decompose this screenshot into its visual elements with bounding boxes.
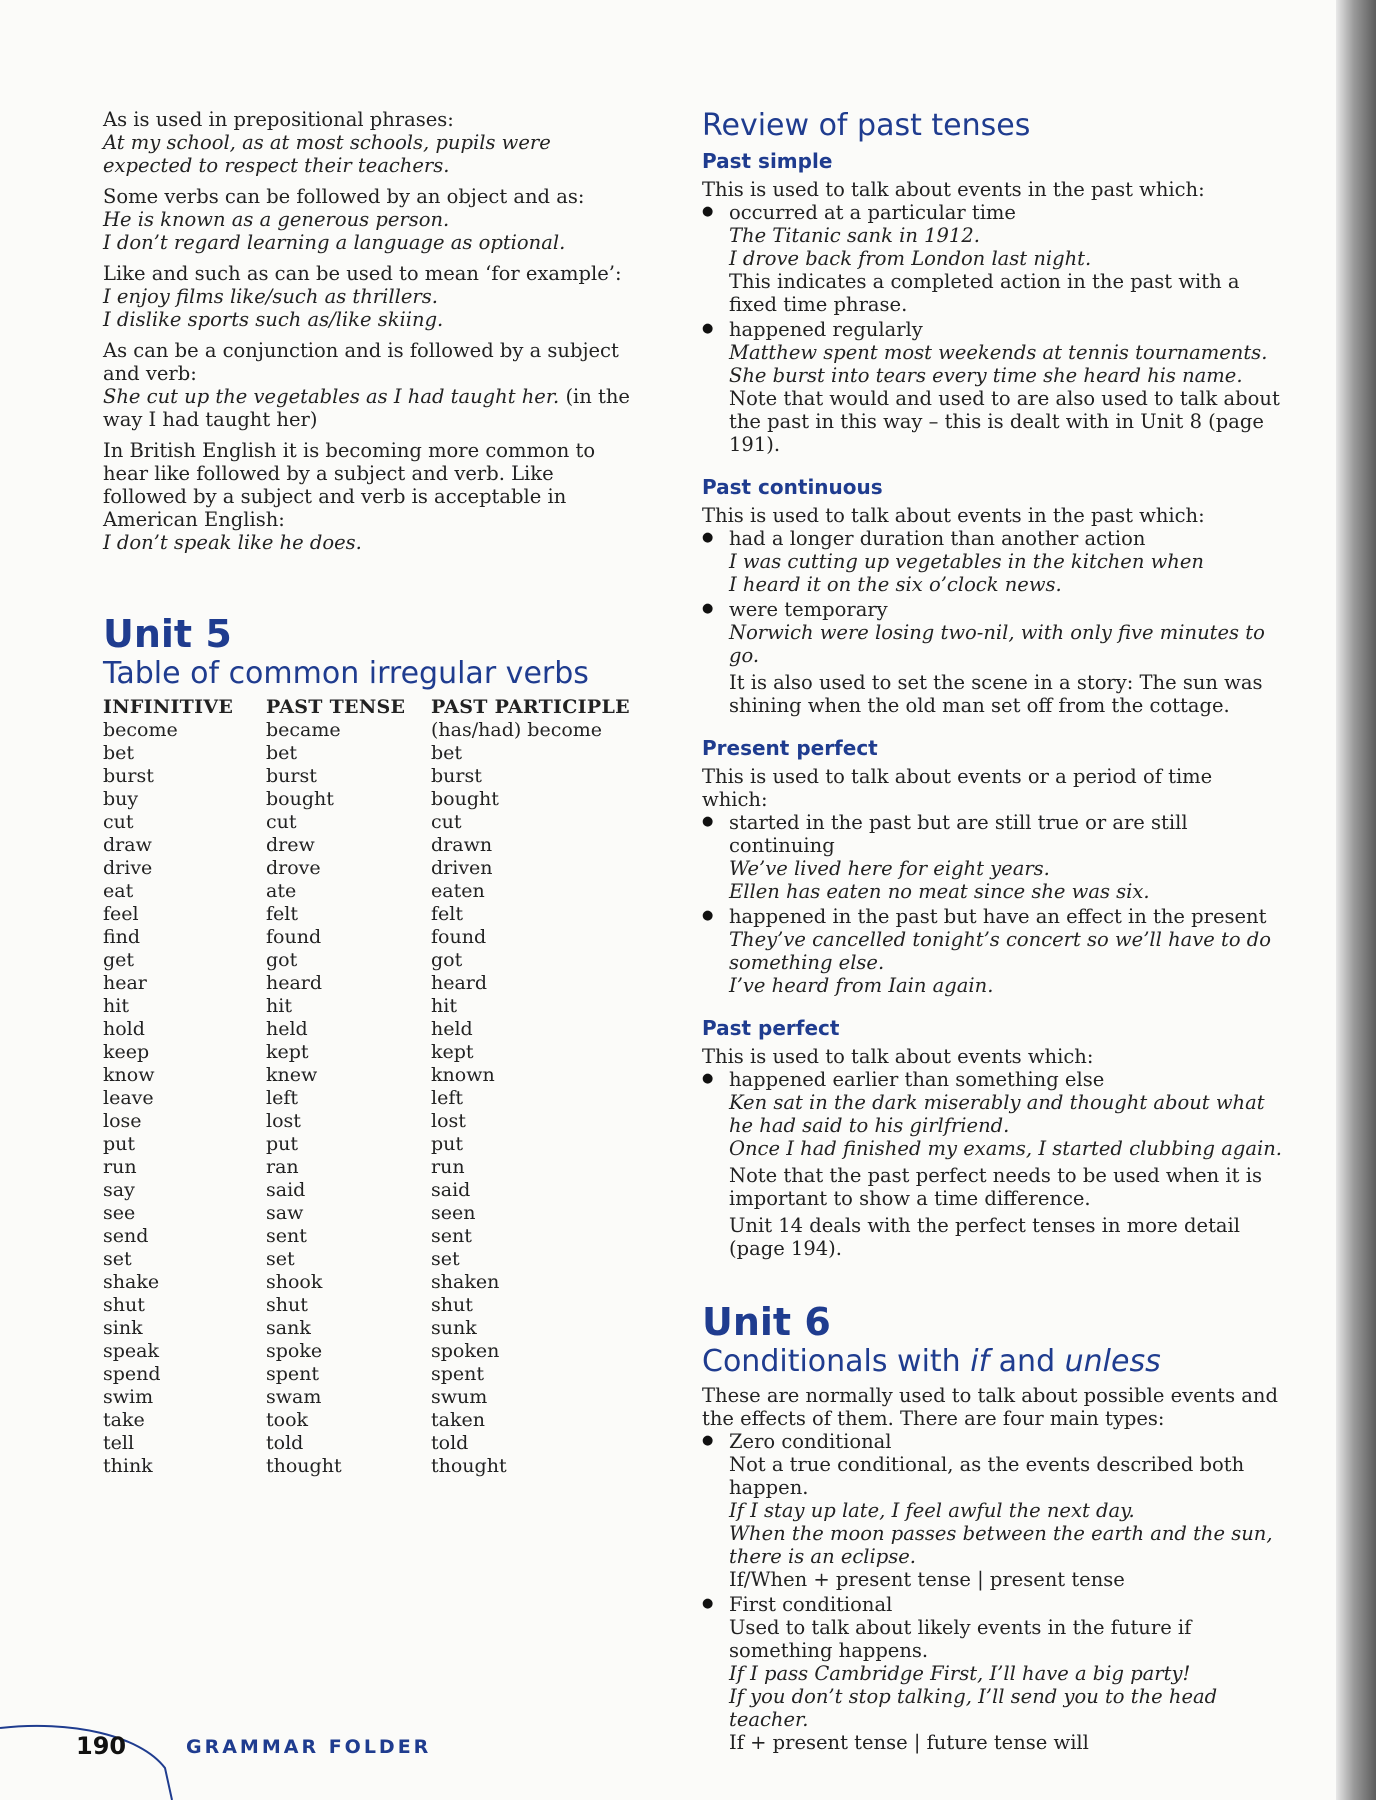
past-tense-cell: became	[266, 719, 341, 741]
infinitive-cell: know	[103, 1064, 155, 1086]
past-participle-cell: found	[431, 926, 487, 948]
list-item: ● started in the past but are still true or are still continuing We’ve lived here for eight years. Ellen has eaten no meat since she was six.	[702, 811, 1282, 903]
past-participle-cell: cut	[431, 811, 462, 833]
infinitive-cell: feel	[103, 903, 139, 925]
past-tense-cell: drove	[266, 857, 321, 879]
past-tense-cell: took	[266, 1409, 309, 1431]
infinitive-cell: hear	[103, 972, 147, 994]
past-tense-cell: lost	[266, 1110, 301, 1132]
past-continuous-list	[702, 527, 1282, 667]
past-participle-cell: sent	[431, 1225, 472, 1247]
list-item: ● Zero conditional Not a true conditional, as the events described both happen. If I stay up late, I feel awful the next day. When the moon passes between the earth and the sun, there is an eclipse. If/When + present tense | present tense	[702, 1430, 1282, 1591]
heading-past-continuous: Past continuous	[702, 475, 883, 499]
past-participle-cell: eaten	[431, 880, 485, 902]
review-past-tenses-title: Review of past tenses	[702, 108, 1031, 143]
past-tense-cell: found	[266, 926, 322, 948]
past-participle-cell: held	[431, 1018, 473, 1040]
heading-present-perfect: Present perfect	[702, 736, 878, 760]
infinitive-cell: swim	[103, 1386, 154, 1408]
infinitive-cell: put	[103, 1133, 136, 1155]
right-column	[702, 108, 1282, 1756]
page-edge-shadow	[1336, 0, 1376, 1800]
conditionals-list	[702, 1430, 1282, 1754]
infinitive-cell: see	[103, 1202, 136, 1224]
past-tense-cell: sank	[266, 1317, 311, 1339]
infinitive-cell: sink	[103, 1317, 143, 1339]
past-participle-cell: known	[431, 1064, 495, 1086]
past-continuous-intro: This is used to talk about events in the past which:	[702, 504, 1205, 527]
past-tense-cell: heard	[266, 972, 323, 994]
past-participle-cell: lost	[431, 1110, 466, 1132]
past-tense-cell: thought	[266, 1455, 342, 1477]
past-participle-cell: shaken	[431, 1271, 500, 1293]
past-tense-cell: bought	[266, 788, 334, 810]
past-tense-cell: spent	[266, 1363, 320, 1385]
unit6-subtitle: Conditionals with if and unless	[702, 1344, 1161, 1379]
page-number: 190	[76, 1732, 127, 1760]
past-simple-list	[702, 201, 1282, 456]
footer-section-title: GRAMMAR FOLDER	[186, 1736, 432, 1758]
infinitive-cell: burst	[103, 765, 154, 787]
past-simple-intro: This is used to talk about events in the past which:	[702, 178, 1205, 201]
past-participle-cell: run	[431, 1156, 465, 1178]
past-participle-cell: taken	[431, 1409, 485, 1431]
past-tense-cell: put	[266, 1133, 299, 1155]
infinitive-cell: bet	[103, 742, 135, 764]
past-tense-cell: said	[266, 1179, 306, 1201]
past-participle-cell: drawn	[431, 834, 493, 856]
infinitive-cell: leave	[103, 1087, 154, 1109]
heading-past-perfect: Past perfect	[702, 1016, 840, 1040]
infinitive-cell: get	[103, 949, 135, 971]
infinitive-cell: buy	[103, 788, 139, 810]
past-tense-cell: felt	[266, 903, 298, 925]
past-tense-cell: set	[266, 1248, 295, 1270]
past-tense-cell: burst	[266, 765, 317, 787]
past-participle-cell: spent	[431, 1363, 485, 1385]
list-item: ● occurred at a particular time The Titanic sank in 1912. I drove back from London last night. This indicates a completed action in the past with a fixed time phrase.	[702, 201, 1282, 316]
column-header-past-participle: PAST PARTICIPLE	[431, 696, 630, 718]
infinitive-cell: tell	[103, 1432, 135, 1454]
past-perfect-note-1: Note that the past perfect needs to be used when it is important to show a time difference.	[729, 1164, 1262, 1210]
paragraph-british-english-like: In British English it is becoming more common to hear like followed by a subject and verb. Like followed by a subject and verb is acceptable in American English: I don’t speak like he does.	[103, 439, 596, 554]
past-participle-cell: swum	[431, 1386, 488, 1408]
infinitive-cell: think	[103, 1455, 153, 1477]
unit6-intro: These are normally used to talk about possible events and the effects of them. There are four main types:	[702, 1384, 1278, 1430]
infinitive-cell: lose	[103, 1110, 142, 1132]
past-tense-cell: shut	[266, 1294, 308, 1316]
infinitive-cell: speak	[103, 1340, 159, 1362]
infinitive-cell: set	[103, 1248, 132, 1270]
page-footer	[0, 1690, 600, 1800]
past-tense-cell: left	[266, 1087, 298, 1109]
infinitive-cell: find	[103, 926, 141, 948]
infinitive-cell: become	[103, 719, 178, 741]
irregular-verb-table	[103, 696, 643, 1478]
column-header-infinitive: INFINITIVE	[103, 696, 234, 718]
infinitive-cell: shake	[103, 1271, 160, 1293]
past-participle-cell: bought	[431, 788, 499, 810]
infinitive-cell: spend	[103, 1363, 161, 1385]
past-participle-cell: bet	[431, 742, 463, 764]
past-tense-cell: knew	[266, 1064, 318, 1086]
past-participle-cell: felt	[431, 903, 463, 925]
list-item: ● happened in the past but have an effect in the present They’ve cancelled tonight’s concert so we’ll have to do something else. I’ve heard from Iain again.	[702, 905, 1282, 997]
paragraph-like-such-as: Like and such as can be used to mean ‘for example’: I enjoy films like/such as thrillers. I dislike sports such as/like skiing.	[103, 262, 622, 331]
unit5-title: Unit 5	[103, 612, 232, 656]
past-participle-cell: (has/had) become	[431, 719, 603, 741]
infinitive-cell: hit	[103, 995, 129, 1017]
infinitive-cell: shut	[103, 1294, 145, 1316]
past-participle-cell: hit	[431, 995, 457, 1017]
past-participle-cell: got	[431, 949, 463, 971]
present-perfect-list	[702, 811, 1282, 997]
infinitive-cell: draw	[103, 834, 152, 856]
past-participle-cell: left	[431, 1087, 463, 1109]
past-participle-cell: thought	[431, 1455, 507, 1477]
past-participle-cell: burst	[431, 765, 482, 787]
infinitive-cell: say	[103, 1179, 135, 1201]
past-participle-cell: heard	[431, 972, 488, 994]
past-tense-cell: ate	[266, 880, 297, 902]
unit6-title: Unit 6	[702, 1300, 831, 1344]
past-perfect-list	[702, 1068, 1282, 1160]
infinitive-cell: take	[103, 1409, 145, 1431]
list-item: ● were temporary Norwich were losing two-nil, with only five minutes to go.	[702, 598, 1282, 667]
infinitive-cell: keep	[103, 1041, 150, 1063]
past-tense-cell: swam	[266, 1386, 322, 1408]
past-continuous-note: It is also used to set the scene in a story: The sun was shining when the old man set off from the cottage.	[729, 671, 1263, 717]
infinitive-cell: drive	[103, 857, 153, 879]
past-participle-cell: set	[431, 1248, 460, 1270]
past-tense-cell: ran	[266, 1156, 299, 1178]
past-tense-cell: bet	[266, 742, 298, 764]
past-participle-cell: shut	[431, 1294, 473, 1316]
past-tense-cell: held	[266, 1018, 308, 1040]
list-item: ● happened earlier than something else Ken sat in the dark miserably and thought about what he had said to his girlfriend. Once I had finished my exams, I started clubbing again.	[702, 1068, 1282, 1160]
past-perfect-note-2: Unit 14 deals with the perfect tenses in more detail (page 194).	[729, 1214, 1241, 1260]
past-tense-cell: spoke	[266, 1340, 323, 1362]
past-tense-cell: got	[266, 949, 298, 971]
past-tense-cell: told	[266, 1432, 304, 1454]
list-item: ● had a longer duration than another action I was cutting up vegetables in the kitchen when I heard it on the six o’clock news.	[702, 527, 1282, 596]
past-participle-cell: seen	[431, 1202, 476, 1224]
past-perfect-intro: This is used to talk about events which:	[702, 1045, 1094, 1068]
infinitive-cell: send	[103, 1225, 149, 1247]
column-header-past-tense: PAST TENSE	[266, 696, 406, 718]
past-participle-cell: driven	[431, 857, 493, 879]
past-participle-cell: sunk	[431, 1317, 477, 1339]
past-tense-cell: hit	[266, 995, 292, 1017]
past-tense-cell: kept	[266, 1041, 309, 1063]
infinitive-cell: hold	[103, 1018, 145, 1040]
left-column	[103, 108, 643, 1478]
past-tense-cell: shook	[266, 1271, 323, 1293]
infinitive-cell: run	[103, 1156, 137, 1178]
present-perfect-intro: This is used to talk about events or a period of time which:	[702, 765, 1213, 811]
past-tense-cell: cut	[266, 811, 297, 833]
paragraph-as-conjunction: As can be a conjunction and is followed by a subject and verb: She cut up the vegetables as I had taught her. (in the way I had taught her)	[103, 339, 630, 431]
past-tense-cell: drew	[266, 834, 315, 856]
unit5-subtitle: Table of common irregular verbs	[103, 656, 589, 691]
past-participle-cell: kept	[431, 1041, 474, 1063]
past-tense-cell: saw	[266, 1202, 304, 1224]
past-participle-cell: told	[431, 1432, 469, 1454]
infinitive-cell: cut	[103, 811, 134, 833]
paragraph-verbs-as: Some verbs can be followed by an object and as: He is known as a generous person. I don’t regard learning a language as optional.	[103, 185, 585, 254]
past-participle-cell: said	[431, 1179, 471, 1201]
past-participle-cell: put	[431, 1133, 464, 1155]
paragraph-as-prepositional: As is used in prepositional phrases: At my school, as at most schools, pupils were expected to respect their teachers.	[103, 108, 551, 177]
list-item: ● First conditional Used to talk about likely events in the future if something happens. If I pass Cambridge First, I’ll have a big party! If you don’t stop talking, I’ll send you to the head teacher. If + present tense | future tense will	[702, 1593, 1282, 1754]
list-item: ● happened regularly Matthew spent most weekends at tennis tournaments. She burst into tears every time she heard his name. Note that would and used to are also used to talk about the past in this way – this is dealt with in Unit 8 (page 191).	[702, 318, 1282, 456]
infinitive-cell: eat	[103, 880, 134, 902]
heading-past-simple: Past simple	[702, 149, 833, 173]
past-participle-cell: spoken	[431, 1340, 500, 1362]
past-tense-cell: sent	[266, 1225, 307, 1247]
